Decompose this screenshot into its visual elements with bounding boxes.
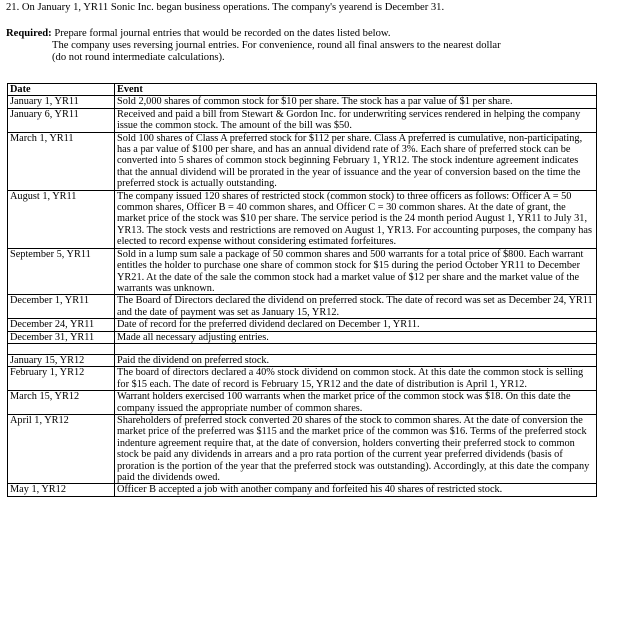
events-table	[7, 83, 597, 497]
row-date: December 1, YR11	[8, 295, 115, 319]
required-line-1: Required: Prepare formal journal entries that would be recorded on the dates listed below.	[6, 28, 391, 39]
question-title: 21. On January 1, YR11 Sonic Inc. began business operations. The company's yearend is December 31.	[6, 2, 445, 13]
required-label: Required:	[6, 28, 52, 39]
row-date: January 15, YR12	[8, 354, 115, 366]
row-date: September 5, YR11	[8, 248, 115, 295]
row-event: Officer B accepted a job with another company and forfeited his 40 shares of restricted stock.	[115, 484, 597, 496]
table-row	[8, 248, 597, 295]
table-row	[8, 367, 597, 391]
row-event: Shareholders of preferred stock converted 20 shares of the stock to common shares. At the date of conversion the market price of the preferred was $115 and the market price of the common was $16. Terms of the preferred stock indenture agreement require that, at the date of conversion, holders converting their preferred stock to common stock be paid any dividends in arrears and a pro rata portion of the current year preferred dividends (basis of proration is the portion of the year that the preferred stock was outstanding). Accordingly, at this date the company paid the dividends owed.	[115, 414, 597, 483]
row-date: May 1, YR12	[8, 484, 115, 496]
table-row	[8, 132, 597, 190]
row-event	[115, 343, 597, 354]
table-row	[8, 96, 597, 108]
row-date: March 15, YR12	[8, 391, 115, 415]
row-event: Date of record for the preferred dividend declared on December 1, YR11.	[115, 319, 597, 331]
row-date: February 1, YR12	[8, 367, 115, 391]
required-line-3: (do not round intermediate calculations).	[52, 52, 225, 63]
row-date: December 31, YR11	[8, 331, 115, 343]
row-event: Warrant holders exercised 100 warrants when the market price of the common stock was $18. On this date the company issued the appropriate number of common shares.	[115, 391, 597, 415]
row-event: The Board of Directors declared the dividend on preferred stock. The date of record was set as December 24, YR11 and the date of payment was set as January 15, YR12.	[115, 295, 597, 319]
row-event: Received and paid a bill from Stewart & Gordon Inc. for underwriting services rendered in helping the company issue the common stock. The amount of the bill was $50.	[115, 108, 597, 132]
table-row	[8, 190, 597, 248]
row-date: August 1, YR11	[8, 190, 115, 248]
row-event: Paid the dividend on preferred stock.	[115, 354, 597, 366]
row-event: Sold 2,000 shares of common stock for $10 per share. The stock has a par value of $1 per share.	[115, 96, 597, 108]
table-row	[8, 108, 597, 132]
table-row	[8, 354, 597, 366]
event-column-header: Event	[115, 84, 597, 96]
row-event: Sold in a lump sum sale a package of 50 common shares and 500 warrants for a total price of $800. Each warrant entitles the holder to purchase one share of common stock for $15 during the period October YR11 to December YR21. At the date of the sale the common stock had a market value of $12 per share and the market value of the warrants was unknown.	[115, 248, 597, 295]
table-row	[8, 295, 597, 319]
row-date: January 6, YR11	[8, 108, 115, 132]
table-row	[8, 319, 597, 331]
row-date	[8, 343, 115, 354]
table-spacer-row	[8, 343, 597, 354]
row-date: March 1, YR11	[8, 132, 115, 190]
required-line-2: The company uses reversing journal entries. For convenience, round all final answers to the nearest dollar	[52, 40, 501, 51]
table-header-row	[8, 84, 597, 96]
row-event: The company issued 120 shares of restricted stock (common stock) to three officers as follows: Officer A = 50 common shares, Officer B = 40 common shares, and Officer C = 30 common shares. At the date of grant, the market price of the stock was $10 per share. The service period is the 24 month period August 1, YR11 to July 31, YR13. The stock vests and restrictions are removed on August 1, YR13. For accounting purposes, the company has elected to record expense without considering estimated forfeitures.	[115, 190, 597, 248]
row-event: The board of directors declared a 40% stock dividend on common stock. At this date the common stock is selling for $15 each. The date of record is February 15, YR12 and the date of distribution is April 1, YR12.	[115, 367, 597, 391]
date-column-header: Date	[8, 84, 115, 96]
table-row	[8, 391, 597, 415]
table-row	[8, 484, 597, 496]
row-event: Made all necessary adjusting entries.	[115, 331, 597, 343]
table-row	[8, 414, 597, 483]
row-event: Sold 100 shares of Class A preferred stock for $112 per share. Class A preferred is cumulative, non-participating, has a par value of $100 per share, and has an annual dividend rate of 3%. Each share of preferred stock can be converted into 5 shares of common stock beginning February 1, YR12. The stock indenture agreement indicates that the annual dividend will be prorated in the year of issuance and the year of conversion based on the time the preferred stock is actually outstanding.	[115, 132, 597, 190]
table-row	[8, 331, 597, 343]
row-date: December 24, YR11	[8, 319, 115, 331]
required-block	[6, 28, 501, 64]
row-date: April 1, YR12	[8, 414, 115, 483]
row-date: January 1, YR11	[8, 96, 115, 108]
